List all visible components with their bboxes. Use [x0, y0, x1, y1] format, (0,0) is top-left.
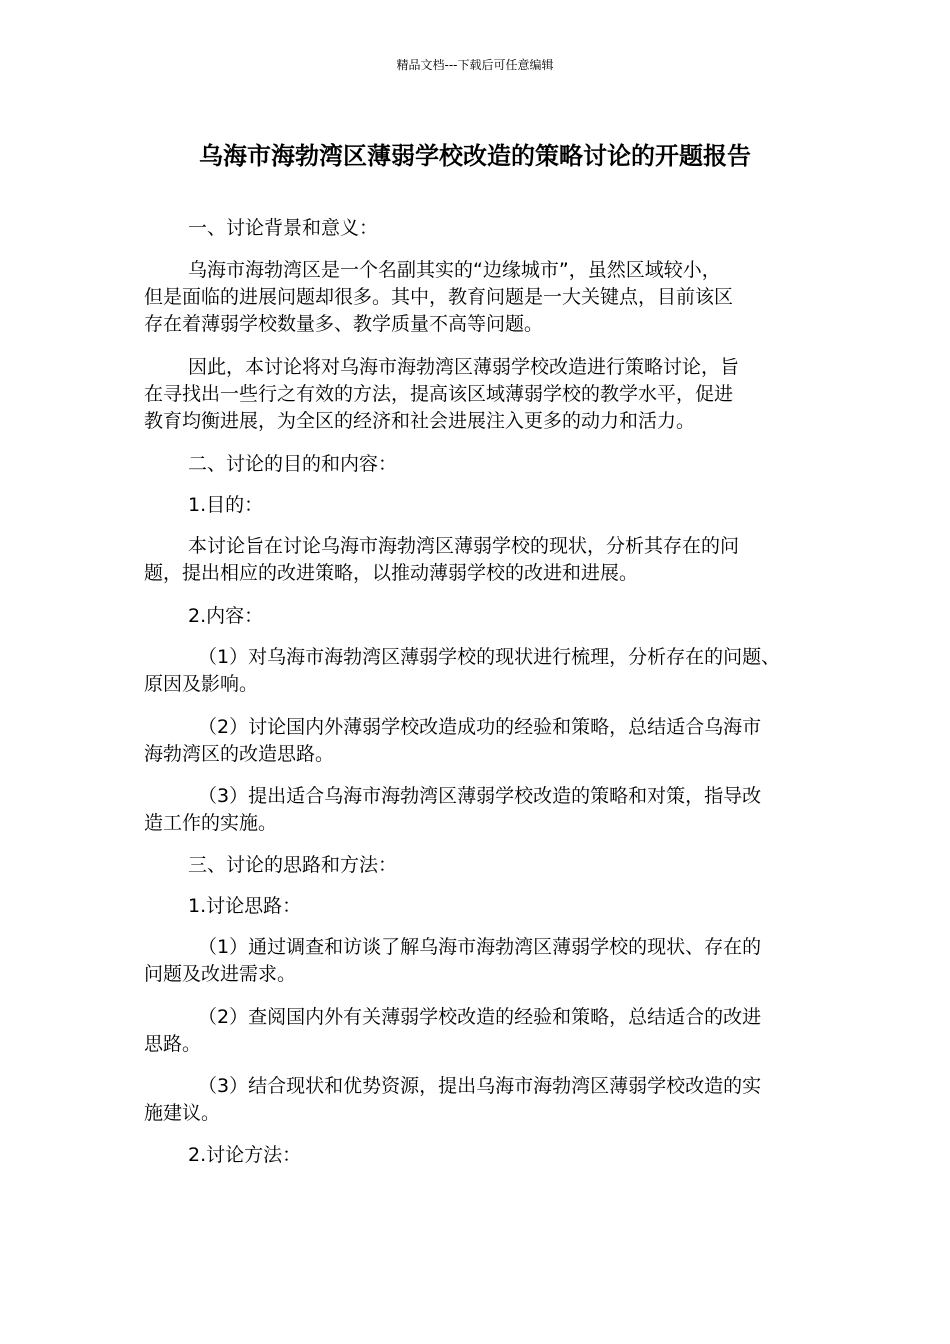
paragraph-goal: [144, 533, 814, 587]
text-line: 二、讨论的目的和内容：: [188, 453, 398, 475]
text-line: 本讨论旨在讨论乌海市海勃湾区薄弱学校的现状，分析其存在的问: [188, 535, 740, 557]
section-heading-goals: [144, 451, 814, 478]
text-line: （2）讨论国内外薄弱学校改造成功的经验和策略，总结适合乌海市: [198, 716, 762, 738]
paragraph-background: [144, 257, 814, 338]
list-item: [144, 644, 814, 698]
document-title: 乌海市海勃湾区薄弱学校改造的策略讨论的开题报告: [199, 142, 751, 170]
text-line: （3）结合现状和优势资源，提出乌海市海勃湾区薄弱学校改造的实: [198, 1075, 762, 1097]
subheading-methods: [144, 1142, 814, 1169]
text-line: 问题及改进需求。: [144, 963, 297, 985]
subheading-content: [144, 603, 814, 630]
text-line: 施建议。: [144, 1102, 221, 1124]
text-line: 2.讨论方法：: [188, 1144, 302, 1166]
text-line: 但是面临的进展问题却很多。其中，教育问题是一大关键点，目前该区: [144, 286, 734, 308]
text-line: 一、讨论背景和意义：: [188, 217, 379, 239]
list-item: [144, 934, 814, 988]
subheading-approach: [144, 893, 814, 920]
text-line: 三、讨论的思路和方法：: [188, 854, 398, 876]
text-line: （1）通过调查和访谈了解乌海市海勃湾区薄弱学校的现状、存在的: [198, 936, 762, 958]
text-line: 乌海市海勃湾区是一个名副其实的“边缘城市”，虽然区域较小，: [188, 259, 721, 281]
section-heading-background: [144, 215, 814, 242]
text-line: 海勃湾区的改造思路。: [144, 743, 335, 765]
text-line: 1.讨论思路：: [188, 895, 302, 917]
text-line: 1.目的：: [188, 494, 264, 516]
text-line: （3）提出适合乌海市海勃湾区薄弱学校改造的策略和对策，指导改: [198, 785, 762, 807]
text-line: 教育均衡进展，为全区的经济和社会进展注入更多的动力和活力。: [144, 410, 696, 432]
text-line: 因此，本讨论将对乌海市海勃湾区薄弱学校改造进行策略讨论，旨: [188, 356, 740, 378]
subheading-goal: [144, 492, 814, 519]
list-item: [144, 1073, 814, 1127]
text-line: 造工作的实施。: [144, 812, 278, 834]
text-line: 思路。: [144, 1033, 202, 1055]
text-line: （2）查阅国内外有关薄弱学校改造的经验和策略，总结适合的改进: [198, 1006, 762, 1028]
text-line: 题，提出相应的改进策略，以推动薄弱学校的改进和进展。: [144, 562, 639, 584]
text-line: 在寻找出一些行之有效的方法，提高该区域薄弱学校的教学水平，促进: [144, 383, 734, 405]
list-item: [144, 714, 814, 768]
text-line: 存在着薄弱学校数量多、教学质量不高等问题。: [144, 313, 544, 335]
text-line: 原因及影响。: [144, 673, 259, 695]
list-item: [144, 783, 814, 837]
text-line: 2.内容：: [188, 605, 264, 627]
paragraph-purpose-statement: [144, 354, 814, 435]
text-line: （1）对乌海市海勃湾区薄弱学校的现状进行梳理，分析存在的问题、: [198, 646, 781, 668]
list-item: [144, 1004, 814, 1058]
header-note: 精品文档---下载后可任意编辑: [396, 58, 554, 72]
section-heading-methods: [144, 852, 814, 879]
